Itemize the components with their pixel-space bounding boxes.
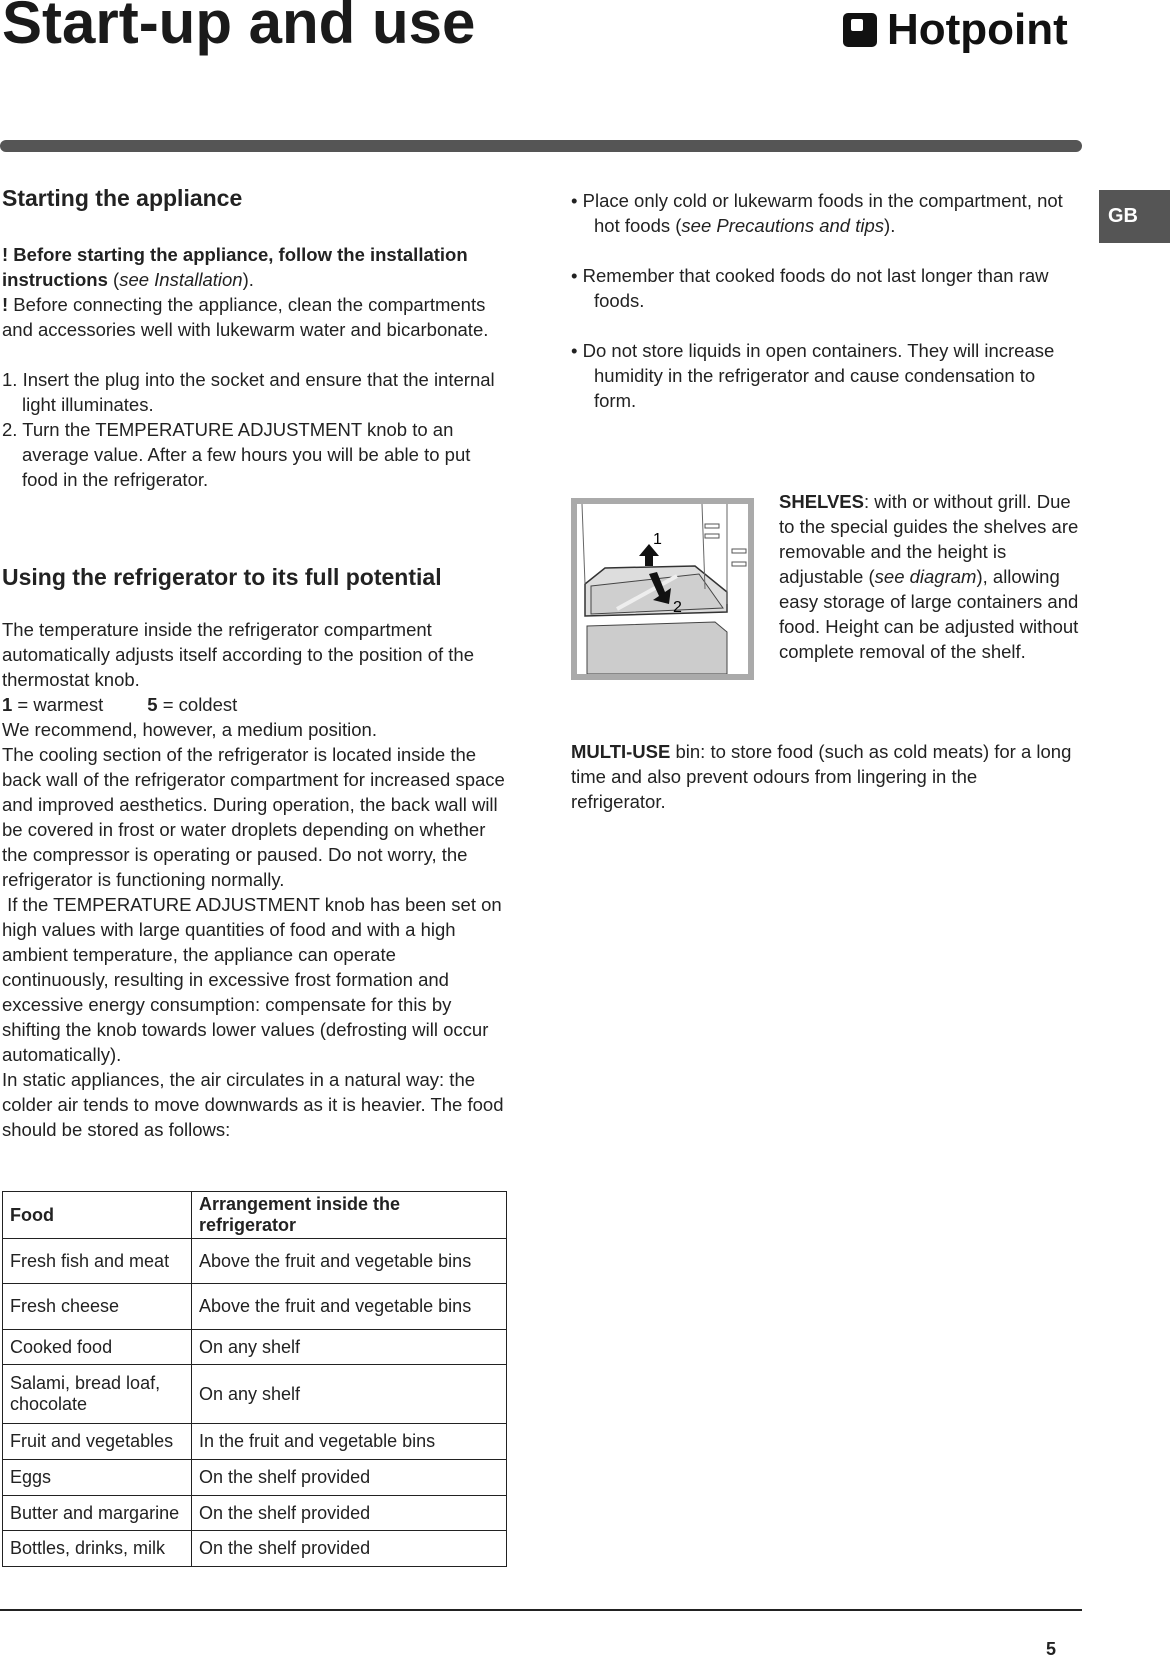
text: • Place only cold or lukewarm foods in the compartment, not hot foods ( [571, 190, 1063, 236]
cell: Cooked food [3, 1330, 192, 1365]
text: ). [884, 215, 896, 236]
scale-legend [2, 692, 507, 717]
table-header [3, 1192, 507, 1239]
paragraph [571, 739, 1076, 814]
cold-number: 5 [147, 694, 158, 715]
term: MULTI-USE [571, 741, 671, 762]
logo-text: Hotpoint [887, 5, 1068, 54]
cell: Eggs [3, 1460, 192, 1496]
table-row [3, 1424, 507, 1460]
shelves-text [779, 489, 1079, 664]
text: = warmest [12, 694, 104, 715]
cell: In the fruit and vegetable bins [192, 1424, 507, 1460]
paragraph: If the TEMPERATURE ADJUSTMENT knob has been set on high values with large quantities of food and with a high ambient temperature, the appliance can operate continuously, resulting in excessive frost formation and excessive energy consumption: compensate for this by shifting the knob towards lower values (defrosting will occur automatically). [2, 894, 507, 1065]
header-divider [0, 140, 1082, 152]
shelves-diagram [571, 498, 754, 680]
heading-using: Using the refrigerator to its full potential [2, 564, 442, 590]
cell: On any shelf [192, 1330, 507, 1365]
food-storage-table [2, 1191, 507, 1567]
text: ). [242, 269, 254, 290]
heading-starting: Starting the appliance [2, 185, 243, 211]
language-tab: GB [1099, 190, 1170, 243]
table-row [3, 1531, 507, 1567]
cell: On the shelf provided [192, 1496, 507, 1531]
label-1: 1 [653, 531, 662, 548]
paragraph [779, 489, 1079, 664]
cell: Fresh fish and meat [3, 1239, 192, 1284]
text: bin: to store food (such as cold meats) for a long time and also prevent odours from lingering in the refrigerator. [571, 741, 1072, 812]
logo-icon [843, 13, 877, 47]
using-body [2, 617, 507, 1142]
cell: Fresh cheese [3, 1284, 192, 1330]
bullet: • Do not store liquids in open containers. They will increase humidity in the refrigerator and cause condensation to form. [571, 340, 1055, 411]
cross-ref: see diagram [874, 566, 977, 587]
shelf-illustration [577, 504, 748, 674]
table-row [3, 1239, 507, 1284]
header-cell: Food [3, 1192, 192, 1239]
paragraph: The cooling section of the refrigerator is located inside the back wall of the refrigerator compartment for increased space and improved aesthetics. During operation, the back wall will be covered in frost or water droplets depending on whether the compressor is operating or paused. Do not worry, the refrigerator is functioning normally. [2, 744, 505, 890]
hotpoint-logo [843, 5, 1068, 54]
table-row [3, 1496, 507, 1531]
text: ( [107, 269, 120, 290]
label-2: 2 [673, 599, 682, 616]
cell: On the shelf provided [192, 1531, 507, 1567]
warning-2 [2, 292, 507, 342]
warn-mark: ! [2, 294, 9, 315]
step-1: 1. Insert the plug into the socket and ensure that the internal light illuminates. [2, 369, 495, 415]
cell: Butter and margarine [3, 1496, 192, 1531]
multi-use-text [571, 739, 1076, 814]
header-cell: Arrangement inside the refrigerator [192, 1192, 507, 1239]
cell: Bottles, drinks, milk [3, 1531, 192, 1567]
cross-ref: see Precautions and tips [681, 215, 885, 236]
cell: Fruit and vegetables [3, 1424, 192, 1460]
tips-list [571, 188, 1071, 438]
text: : with or without grill. Due to the special guides the shelves are removable and the height is adjustable ( [779, 491, 1079, 587]
paragraph: In static appliances, the air circulates in a natural way: the colder air tends to move downwards as it is heavier. The food should be stored as follows: [2, 1069, 504, 1140]
table-row [3, 1365, 507, 1424]
table-row [3, 1284, 507, 1330]
footer-divider [0, 1609, 1082, 1611]
warning-1 [2, 242, 507, 292]
step-2: 2. Turn the TEMPERATURE ADJUSTMENT knob to an average value. After a few hours you will be able to put food in the refrigerator. [2, 419, 471, 490]
paragraph: We recommend, however, a medium position. [2, 719, 377, 740]
text: = coldest [157, 694, 238, 715]
cell: Above the fruit and vegetable bins [192, 1239, 507, 1284]
bullet [571, 188, 1071, 238]
table-row [3, 1330, 507, 1365]
bullet: • Remember that cooked foods do not last longer than raw foods. [571, 265, 1049, 311]
term: SHELVES [779, 491, 864, 512]
warn-bold: Before starting the appliance, follow the installation instructions [2, 244, 468, 290]
cell: Above the fruit and vegetable bins [192, 1284, 507, 1330]
warn-mark: ! [2, 244, 9, 265]
warm-number: 1 [2, 694, 13, 715]
section-starting [2, 183, 507, 213]
cell: On the shelf provided [192, 1460, 507, 1496]
table-row [3, 1460, 507, 1496]
warnings [2, 242, 507, 492]
paragraph: The temperature inside the refrigerator compartment automatically adjusts itself according to the position of the thermostat knob. [2, 619, 475, 690]
text: Before connecting the appliance, clean the compartments and accessories well with lukewarm water and bicarbonate. [2, 294, 489, 340]
page-title: Start-up and use [2, 0, 476, 56]
cell: Salami, bread loaf, chocolate [3, 1365, 192, 1424]
cell: On any shelf [192, 1365, 507, 1424]
page-number: 5 [1046, 1639, 1057, 1657]
section-using [2, 562, 507, 592]
cross-ref: see Installation [119, 269, 243, 290]
text: ), allowing easy storage of large containers and food. Height can be adjusted without complete removal of the shelf. [779, 566, 1079, 662]
